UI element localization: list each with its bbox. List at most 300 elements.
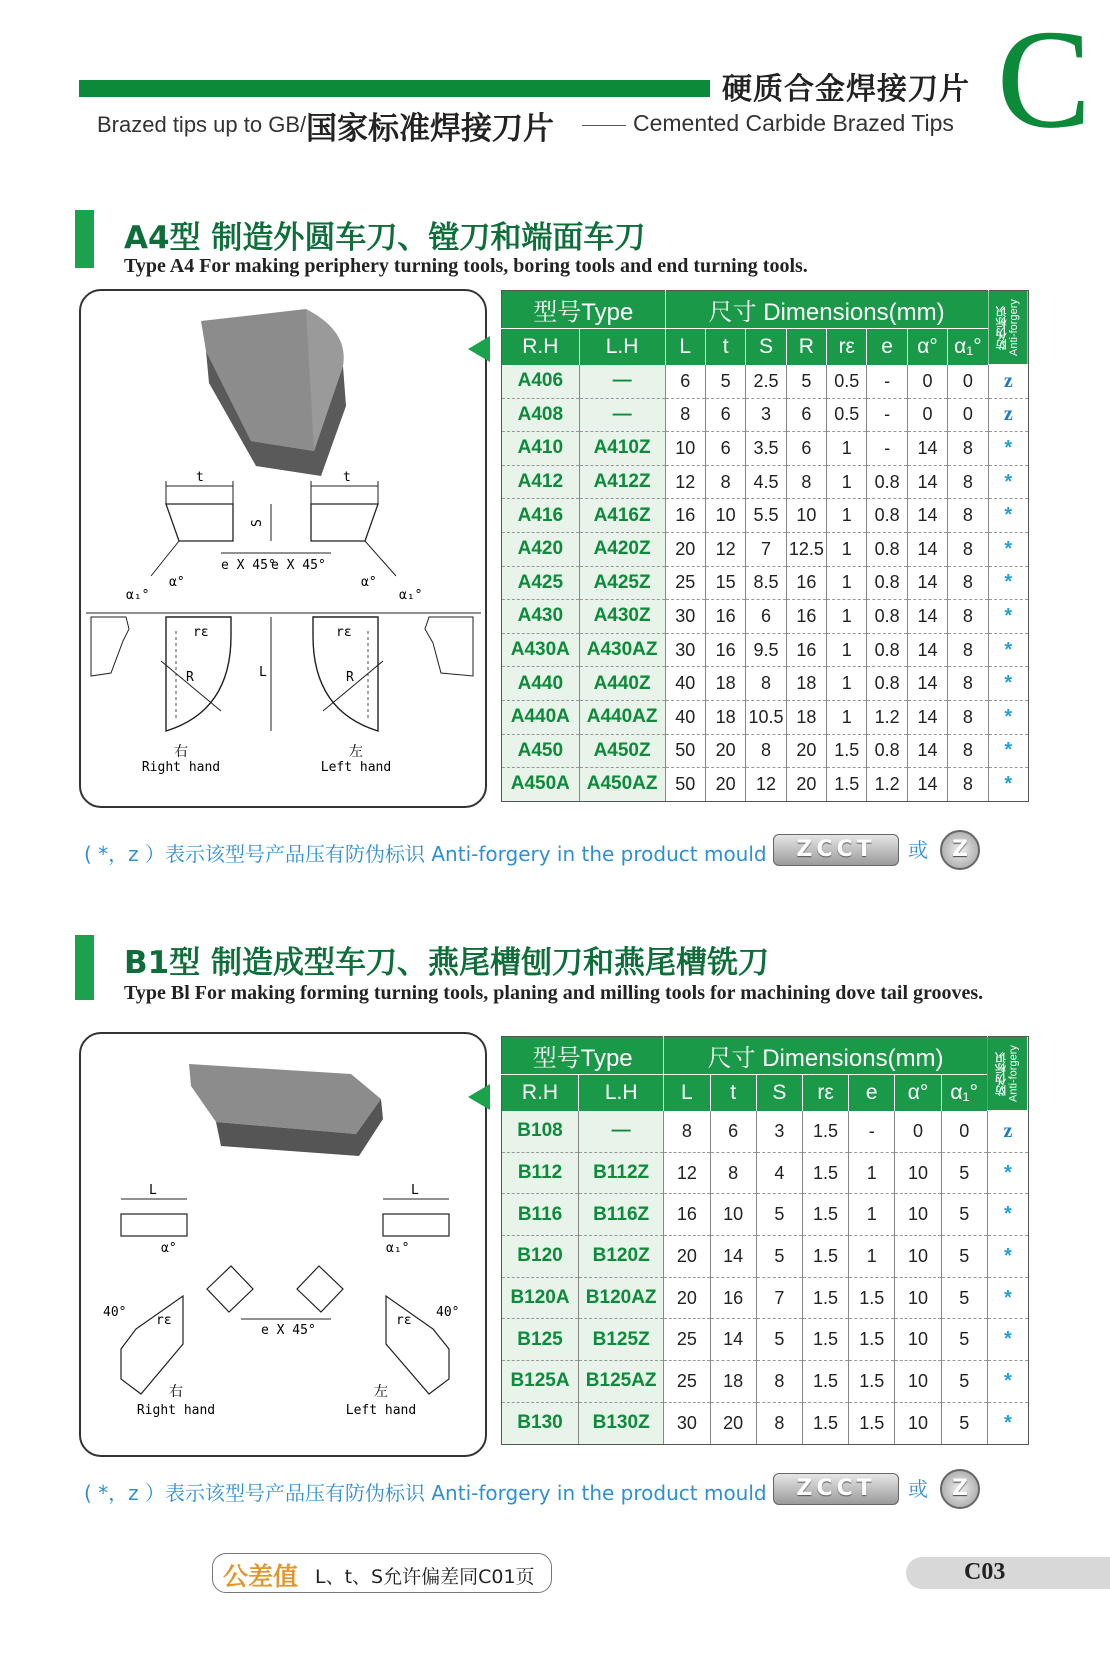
a4-col-lh: L.H — [579, 329, 665, 365]
model-rh: B112 — [502, 1152, 579, 1194]
b1-or-text: 或 — [908, 1477, 928, 1501]
dimension-value: 8 — [746, 667, 786, 701]
a4-col-dim-3: R — [786, 329, 826, 365]
dimension-value: 15 — [705, 566, 745, 600]
dimension-value: 1 — [827, 600, 867, 634]
dimension-value: 1.5 — [802, 1277, 848, 1319]
alpha-left: α° — [169, 575, 185, 590]
model-lh: A425Z — [579, 566, 665, 600]
dimension-value: 5 — [941, 1236, 987, 1278]
dimension-value: 12 — [746, 768, 786, 802]
dimension-value: 6 — [786, 398, 826, 432]
dimension-value: 0.8 — [867, 667, 907, 701]
dimension-value: 8 — [664, 1111, 710, 1153]
dimension-value: 3.5 — [746, 432, 786, 466]
a4-diagram-box — [79, 289, 487, 808]
tolerance-box — [212, 1553, 552, 1593]
a4-diagram — [81, 291, 485, 806]
b1-zcct-mould-badge: ZCCT — [773, 1473, 899, 1505]
b1-angle-40-left: 40° — [103, 1305, 127, 1320]
dimension-value: 12 — [665, 465, 705, 499]
dimension-value: 7 — [756, 1277, 802, 1319]
dimension-value: 5 — [756, 1319, 802, 1361]
dimension-value: 0.8 — [867, 465, 907, 499]
dimension-value: - — [867, 365, 907, 399]
model-lh: A416Z — [579, 499, 665, 533]
dimension-value: 10 — [895, 1402, 941, 1444]
table-row — [502, 1152, 1029, 1194]
b1-r-eps-left: rε — [156, 1313, 172, 1328]
b1-col-dim-5: α° — [895, 1075, 941, 1111]
b1-col-dim-3: rε — [802, 1075, 848, 1111]
anti-forgery-mark: * — [988, 700, 1028, 734]
anti-forgery-mark: * — [987, 1402, 1028, 1444]
anti-forgery-mark: z — [988, 398, 1028, 432]
radius-left: R — [186, 670, 194, 685]
b1-angle-40-right: 40° — [436, 1305, 460, 1320]
a4-left-hand-en: Left hand — [320, 760, 392, 775]
dimension-value: 50 — [665, 734, 705, 768]
tolerance-text: L、t、S允许偏差同C01页 — [315, 1566, 535, 1588]
b1-left-hand-en: Left hand — [345, 1403, 417, 1418]
dimension-value: 1.5 — [827, 734, 867, 768]
model-rh: A440 — [502, 667, 580, 701]
b1-z-circle-badge: Z — [940, 1469, 980, 1509]
dimension-value: 10 — [895, 1361, 941, 1403]
model-rh: A420 — [502, 532, 580, 566]
dimension-value: 10 — [895, 1152, 941, 1194]
b1-spec-table — [501, 1036, 1029, 1445]
dimension-value: 3 — [756, 1111, 802, 1153]
table-row — [502, 1236, 1029, 1278]
dimension-value: 0 — [948, 398, 988, 432]
page-number-tab — [906, 1557, 1110, 1589]
model-rh: A412 — [502, 465, 580, 499]
model-rh: A406 — [502, 365, 580, 399]
model-lh: B125Z — [579, 1319, 664, 1361]
a4-col-rh: R.H — [502, 329, 580, 365]
dimension-value: 1 — [849, 1194, 895, 1236]
b1-col-dim-1: t — [710, 1075, 756, 1111]
b1-alpha-left: α° — [161, 1241, 177, 1256]
dimension-value: 8.5 — [746, 566, 786, 600]
model-lh: A412Z — [579, 465, 665, 499]
dimension-value: 14 — [907, 734, 947, 768]
r-eps-left: rε — [193, 625, 209, 640]
dimension-value: 18 — [705, 667, 745, 701]
a4-right-hand-en: Right hand — [141, 760, 221, 775]
dimension-value: 8 — [948, 667, 988, 701]
b1-col-dim-6: α₁° — [941, 1075, 987, 1111]
dimension-value: 7 — [746, 532, 786, 566]
dimension-value: 20 — [786, 768, 826, 802]
dimension-value: 1.5 — [802, 1319, 848, 1361]
model-rh: A416 — [502, 499, 580, 533]
dimension-value: 30 — [665, 600, 705, 634]
table-row — [502, 1319, 1029, 1361]
b1-right-hand-cn: 右 — [169, 1384, 183, 1400]
a4-header-type: 型号Type — [502, 291, 666, 329]
model-rh: A450 — [502, 734, 580, 768]
dimension-value: 8 — [948, 768, 988, 802]
dimension-value: 0.8 — [867, 566, 907, 600]
dimension-value: 9.5 — [746, 633, 786, 667]
model-rh: A430A — [502, 633, 580, 667]
dimension-value: 5 — [941, 1194, 987, 1236]
dimension-value: 10 — [705, 499, 745, 533]
table-row — [502, 398, 1029, 432]
a4-left-hand-cn: 左 — [349, 744, 363, 760]
a4-table-pointer — [468, 336, 490, 362]
anti-forgery-mark: * — [988, 566, 1028, 600]
dim-e-left: e X 45° — [221, 558, 276, 573]
a4-col-dim-0: L — [665, 329, 705, 365]
alpha1-right: α₁° — [399, 588, 423, 603]
dimension-value: 16 — [705, 600, 745, 634]
anti-forgery-mark: * — [987, 1152, 1028, 1194]
dimension-value: 8 — [756, 1361, 802, 1403]
dimension-value: 30 — [665, 633, 705, 667]
b1-alpha1-right: α₁° — [386, 1241, 410, 1256]
model-rh: B125 — [502, 1319, 579, 1361]
model-rh: B120A — [502, 1277, 579, 1319]
dimension-value: 6 — [710, 1111, 756, 1153]
dimension-value: 10 — [895, 1277, 941, 1319]
a4-col-dim-5: e — [867, 329, 907, 365]
dimension-value: 1 — [849, 1236, 895, 1278]
dimension-value: 14 — [907, 432, 947, 466]
anti-forgery-mark: * — [988, 499, 1028, 533]
model-lh: B116Z — [579, 1194, 664, 1236]
dimension-value: 18 — [786, 700, 826, 734]
section-b1-subtitle: Type Bl For making forming turning tools, planing and milling tools for machining dove tail grooves. — [124, 982, 984, 1004]
table-row — [502, 532, 1029, 566]
b1-anti-forgery-note: ( *，z ）表示该型号产品压有防伪标识 Anti-forgery in the product mould — [84, 1481, 767, 1505]
dimension-value: 0.5 — [827, 365, 867, 399]
dimension-value: 14 — [907, 532, 947, 566]
a4-header-anti-forgery: 防伪标识 Anti-forgery — [988, 291, 1028, 365]
dimension-value: 6 — [746, 600, 786, 634]
a4-anti-forgery-note: ( *，z ）表示该型号产品压有防伪标识 Anti-forgery in the product mould — [84, 842, 767, 866]
dimension-value: 0.8 — [867, 734, 907, 768]
b1-col-rh: R.H — [502, 1075, 579, 1111]
dimension-value: 8 — [948, 633, 988, 667]
model-rh: A410 — [502, 432, 580, 466]
dimension-value: 16 — [786, 600, 826, 634]
dimension-value: 25 — [664, 1319, 710, 1361]
dimension-value: 16 — [786, 633, 826, 667]
tolerance-label: 公差值 — [223, 1562, 299, 1591]
dimension-value: 20 — [705, 768, 745, 802]
model-rh: A440A — [502, 700, 580, 734]
dimension-value: 0 — [948, 365, 988, 399]
dimension-value: 8 — [948, 532, 988, 566]
alpha-right: α° — [361, 575, 377, 590]
model-rh: B130 — [502, 1402, 579, 1444]
a4-header-dims: 尺寸 Dimensions(mm) — [665, 291, 988, 329]
dimension-value: 0.8 — [867, 633, 907, 667]
dimension-value: 25 — [664, 1361, 710, 1403]
b1-col-lh: L.H — [579, 1075, 664, 1111]
dimension-value: 5 — [941, 1277, 987, 1319]
dimension-value: 14 — [710, 1236, 756, 1278]
dimension-value: 10 — [895, 1319, 941, 1361]
dimension-value: 10 — [895, 1236, 941, 1278]
dimension-value: 0.5 — [827, 398, 867, 432]
dimension-value: 1 — [827, 432, 867, 466]
model-lh: B120Z — [579, 1236, 664, 1278]
table-row — [502, 1402, 1029, 1444]
table-row — [502, 667, 1029, 701]
section-b1-title: B1型 制造成型车刀、燕尾槽刨刀和燕尾槽铣刀 — [124, 945, 769, 981]
dimension-value: 3 — [746, 398, 786, 432]
model-lh: B125AZ — [579, 1361, 664, 1403]
table-row — [502, 633, 1029, 667]
dimension-value: 5 — [941, 1152, 987, 1194]
dimension-value: 1.5 — [802, 1111, 848, 1153]
b1-diagram-box — [79, 1032, 487, 1457]
a4-right-hand-cn: 右 — [174, 744, 188, 760]
model-lh: — — [579, 1111, 664, 1153]
dimension-value: 1.2 — [867, 700, 907, 734]
dimension-value: 6 — [665, 365, 705, 399]
section-b1-marker — [75, 935, 94, 1000]
dimension-value: 0.8 — [867, 532, 907, 566]
b1-header-anti-forgery: 防伪标识 Anti-forgery — [987, 1037, 1028, 1111]
a4-col-dim-4: rε — [827, 329, 867, 365]
model-lh: A440AZ — [579, 700, 665, 734]
dimension-value: 1.5 — [849, 1361, 895, 1403]
dimension-value: 20 — [705, 734, 745, 768]
b1-col-dim-2: S — [756, 1075, 802, 1111]
dimension-value: 14 — [907, 700, 947, 734]
b1-left-hand-cn: 左 — [374, 1384, 388, 1400]
dimension-value: 1 — [849, 1152, 895, 1194]
dimension-value: 16 — [786, 566, 826, 600]
dim-s: S — [250, 519, 265, 527]
dimension-value: 8 — [756, 1402, 802, 1444]
b1-dim-e: e X 45° — [261, 1323, 316, 1338]
b1-right-hand-en: Right hand — [136, 1403, 216, 1418]
model-lh: A430Z — [579, 600, 665, 634]
dimension-value: 14 — [907, 566, 947, 600]
dimension-value: 16 — [664, 1194, 710, 1236]
header-dash — [582, 125, 626, 126]
table-row — [502, 1277, 1029, 1319]
dimension-value: 1.2 — [867, 768, 907, 802]
anti-forgery-mark: z — [988, 365, 1028, 399]
dimension-value: 0 — [895, 1111, 941, 1153]
a4-col-dim-7: α₁° — [948, 329, 988, 365]
model-rh: A430 — [502, 600, 580, 634]
model-lh: A420Z — [579, 532, 665, 566]
dimension-value: 8 — [948, 465, 988, 499]
b1-dim-l-right: L — [411, 1183, 419, 1198]
b1-col-dim-0: L — [664, 1075, 710, 1111]
dimension-value: 40 — [665, 667, 705, 701]
model-lh: B112Z — [579, 1152, 664, 1194]
header-sub-en-left: Brazed tips up to GB/ — [97, 112, 307, 137]
header-sub-cn: 国家标准焊接刀片 — [306, 111, 554, 147]
section-a4-subtitle: Type A4 For making periphery turning tools, boring tools and end turning tools. — [124, 255, 808, 277]
dimension-value: 1 — [827, 633, 867, 667]
table-row — [502, 700, 1029, 734]
dimension-value: 4 — [756, 1152, 802, 1194]
table-row — [502, 600, 1029, 634]
dimension-value: 8 — [948, 700, 988, 734]
dimension-value: 20 — [664, 1236, 710, 1278]
table-row — [502, 465, 1029, 499]
dimension-value: 5 — [941, 1402, 987, 1444]
table-row — [502, 566, 1029, 600]
dimension-value: 1.5 — [802, 1236, 848, 1278]
table-row — [502, 768, 1029, 802]
table-row — [502, 365, 1029, 399]
section-a4-title: A4型 制造外圆车刀、镗刀和端面车刀 — [124, 220, 646, 256]
dimension-value: 14 — [907, 768, 947, 802]
dim-t-left: t — [196, 470, 204, 485]
anti-forgery-mark: * — [988, 667, 1028, 701]
dimension-value: 20 — [710, 1402, 756, 1444]
b1-header-type: 型号Type — [502, 1037, 664, 1075]
dimension-value: 14 — [710, 1319, 756, 1361]
dimension-value: 0 — [941, 1111, 987, 1153]
dimension-value: 1.5 — [849, 1277, 895, 1319]
model-lh: — — [579, 398, 665, 432]
dimension-value: 1.5 — [827, 768, 867, 802]
dimension-value: 1.5 — [802, 1361, 848, 1403]
dimension-value: 10 — [895, 1194, 941, 1236]
table-row — [502, 1111, 1029, 1153]
dimension-value: 1 — [827, 667, 867, 701]
dimension-value: 10 — [665, 432, 705, 466]
model-lh: A440Z — [579, 667, 665, 701]
table-row — [502, 1361, 1029, 1403]
page-number: C03 — [964, 1559, 1006, 1585]
anti-forgery-mark: * — [987, 1319, 1028, 1361]
alpha1-left: α₁° — [126, 588, 150, 603]
dimension-value: 6 — [705, 432, 745, 466]
dimension-value: 16 — [710, 1277, 756, 1319]
dimension-value: 14 — [907, 465, 947, 499]
dimension-value: 14 — [907, 633, 947, 667]
dimension-value: 14 — [907, 667, 947, 701]
dimension-value: 0 — [907, 365, 947, 399]
dimension-value: 8 — [746, 734, 786, 768]
dimension-value: 1 — [827, 499, 867, 533]
dimension-value: 5 — [941, 1319, 987, 1361]
model-lh: A410Z — [579, 432, 665, 466]
anti-forgery-mark: * — [988, 432, 1028, 466]
dimension-value: 10 — [710, 1194, 756, 1236]
anti-forgery-mark: z — [987, 1111, 1028, 1153]
dimension-value: 14 — [907, 600, 947, 634]
dimension-value: 20 — [664, 1277, 710, 1319]
b1-col-dim-4: e — [849, 1075, 895, 1111]
dim-e-right: e X 45° — [271, 558, 326, 573]
model-rh: A425 — [502, 566, 580, 600]
a4-spec-table — [501, 290, 1029, 802]
anti-forgery-mark: * — [988, 633, 1028, 667]
b1-dim-l-left: L — [149, 1183, 157, 1198]
dimension-value: - — [849, 1111, 895, 1153]
table-row — [502, 432, 1029, 466]
header-bar — [79, 80, 710, 97]
b1-r-eps-right: rε — [396, 1313, 412, 1328]
dimension-value: 30 — [664, 1402, 710, 1444]
dimension-value: 2.5 — [746, 365, 786, 399]
dimension-value: 16 — [665, 499, 705, 533]
model-rh: B116 — [502, 1194, 579, 1236]
dimension-value: 1.5 — [849, 1402, 895, 1444]
a4-or-text: 或 — [908, 838, 928, 862]
model-rh: A408 — [502, 398, 580, 432]
dimension-value: 18 — [710, 1361, 756, 1403]
model-rh: B108 — [502, 1111, 579, 1153]
b1-table-pointer — [468, 1084, 490, 1110]
dimension-value: 1.5 — [849, 1319, 895, 1361]
model-rh: B125A — [502, 1361, 579, 1403]
model-lh: A450Z — [579, 734, 665, 768]
model-rh: B120 — [502, 1236, 579, 1278]
dim-t-right: t — [343, 470, 351, 485]
dimension-value: 40 — [665, 700, 705, 734]
dimension-value: 16 — [705, 633, 745, 667]
anti-forgery-mark: * — [987, 1194, 1028, 1236]
dimension-value: 10 — [786, 499, 826, 533]
dimension-value: 4.5 — [746, 465, 786, 499]
dimension-value: 12 — [664, 1152, 710, 1194]
dimension-value: 8 — [948, 432, 988, 466]
r-eps-right: rε — [336, 625, 352, 640]
anti-forgery-mark: * — [988, 734, 1028, 768]
anti-forgery-mark: * — [988, 465, 1028, 499]
model-lh: — — [579, 365, 665, 399]
table-row — [502, 734, 1029, 768]
dimension-value: 12.5 — [786, 532, 826, 566]
dimension-value: 14 — [907, 499, 947, 533]
dimension-value: 5 — [786, 365, 826, 399]
a4-col-dim-6: α° — [907, 329, 947, 365]
a4-col-dim-2: S — [746, 329, 786, 365]
dimension-value: - — [867, 432, 907, 466]
a4-z-circle-badge: Z — [940, 830, 980, 870]
dimension-value: 8 — [948, 600, 988, 634]
dimension-value: 8 — [710, 1152, 756, 1194]
dimension-value: 10.5 — [746, 700, 786, 734]
radius-right: R — [346, 670, 354, 685]
dimension-value: 8 — [786, 465, 826, 499]
dimension-value: 20 — [665, 532, 705, 566]
dimension-value: 8 — [705, 465, 745, 499]
dimension-value: 1.5 — [802, 1152, 848, 1194]
anti-forgery-mark: * — [987, 1361, 1028, 1403]
dimension-value: 1 — [827, 700, 867, 734]
dimension-value: 5 — [705, 365, 745, 399]
section-letter-logo — [988, 16, 1100, 146]
dimension-value: 5 — [941, 1361, 987, 1403]
anti-forgery-mark: * — [988, 532, 1028, 566]
dimension-value: 8 — [665, 398, 705, 432]
dimension-value: 6 — [705, 398, 745, 432]
model-lh: A430AZ — [579, 633, 665, 667]
dimension-value: - — [867, 398, 907, 432]
dimension-value: 0.8 — [867, 600, 907, 634]
dimension-value: 8 — [948, 499, 988, 533]
header-sub-en-right: Cemented Carbide Brazed Tips — [633, 110, 954, 136]
dimension-value: 5.5 — [746, 499, 786, 533]
dimension-value: 25 — [665, 566, 705, 600]
